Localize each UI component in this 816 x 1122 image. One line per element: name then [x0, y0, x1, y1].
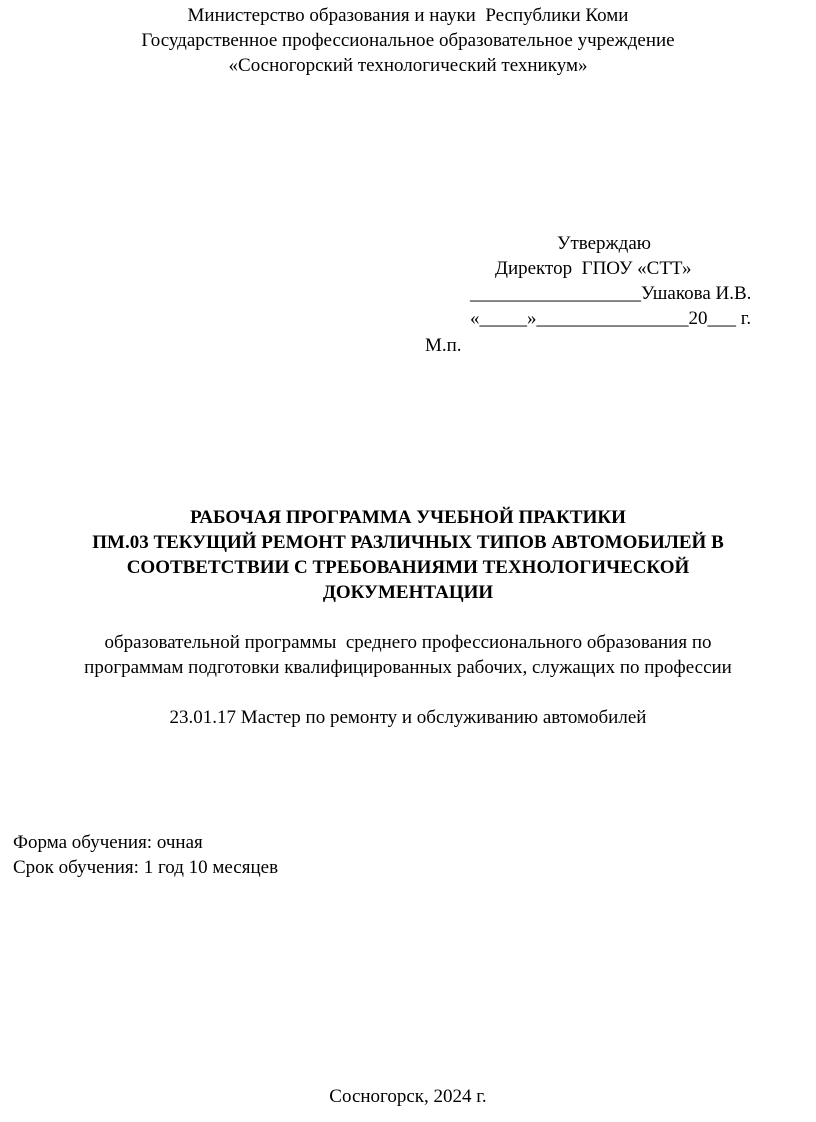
study-form: Форма обучения: очная — [13, 832, 203, 853]
approval-block — [470, 231, 800, 331]
institution-type-line: Государственное профессиональное образовательное учреждение — [141, 30, 675, 51]
place-year: Сосногорск, 2024 г. — [329, 1086, 487, 1107]
document-title — [0, 505, 816, 605]
director-position: Директор ГПОУ «СТТ» — [495, 258, 692, 279]
stamp-label: М.п. — [425, 335, 462, 356]
program-line: образовательной программы среднего профессионального образования по — [104, 632, 712, 653]
title-line: ДОКУМЕНТАЦИИ — [322, 582, 494, 603]
title-line: СООТВЕТСТВИИ С ТРЕБОВАНИЯМИ ТЕХНОЛОГИЧЕСКОЙ — [126, 557, 690, 578]
ministry-line: Министерство образования и науки Республики Коми — [187, 5, 629, 26]
signature-line: __________________Ушакова И.В. — [470, 283, 752, 304]
study-info — [13, 830, 278, 880]
approve-label: Утверждаю — [557, 233, 651, 254]
program-description — [0, 630, 816, 680]
study-duration: Срок обучения: 1 год 10 месяцев — [13, 857, 279, 878]
title-line: РАБОЧАЯ ПРОГРАММА УЧЕБНОЙ ПРАКТИКИ — [190, 507, 626, 528]
organization-header — [0, 3, 816, 78]
title-line: ПМ.03 ТЕКУЩИЙ РЕМОНТ РАЗЛИЧНЫХ ТИПОВ АВТОМОБИЛЕЙ В — [92, 532, 724, 553]
profession-line: 23.01.17 Мастер по ремонту и обслуживанию автомобилей — [169, 707, 647, 728]
date-line: «_____»________________20___ г. — [470, 308, 752, 329]
program-line: программам подготовки квалифицированных рабочих, служащих по профессии — [84, 657, 732, 678]
institution-name-line: «Сосногорский технологический техникум» — [228, 55, 588, 76]
